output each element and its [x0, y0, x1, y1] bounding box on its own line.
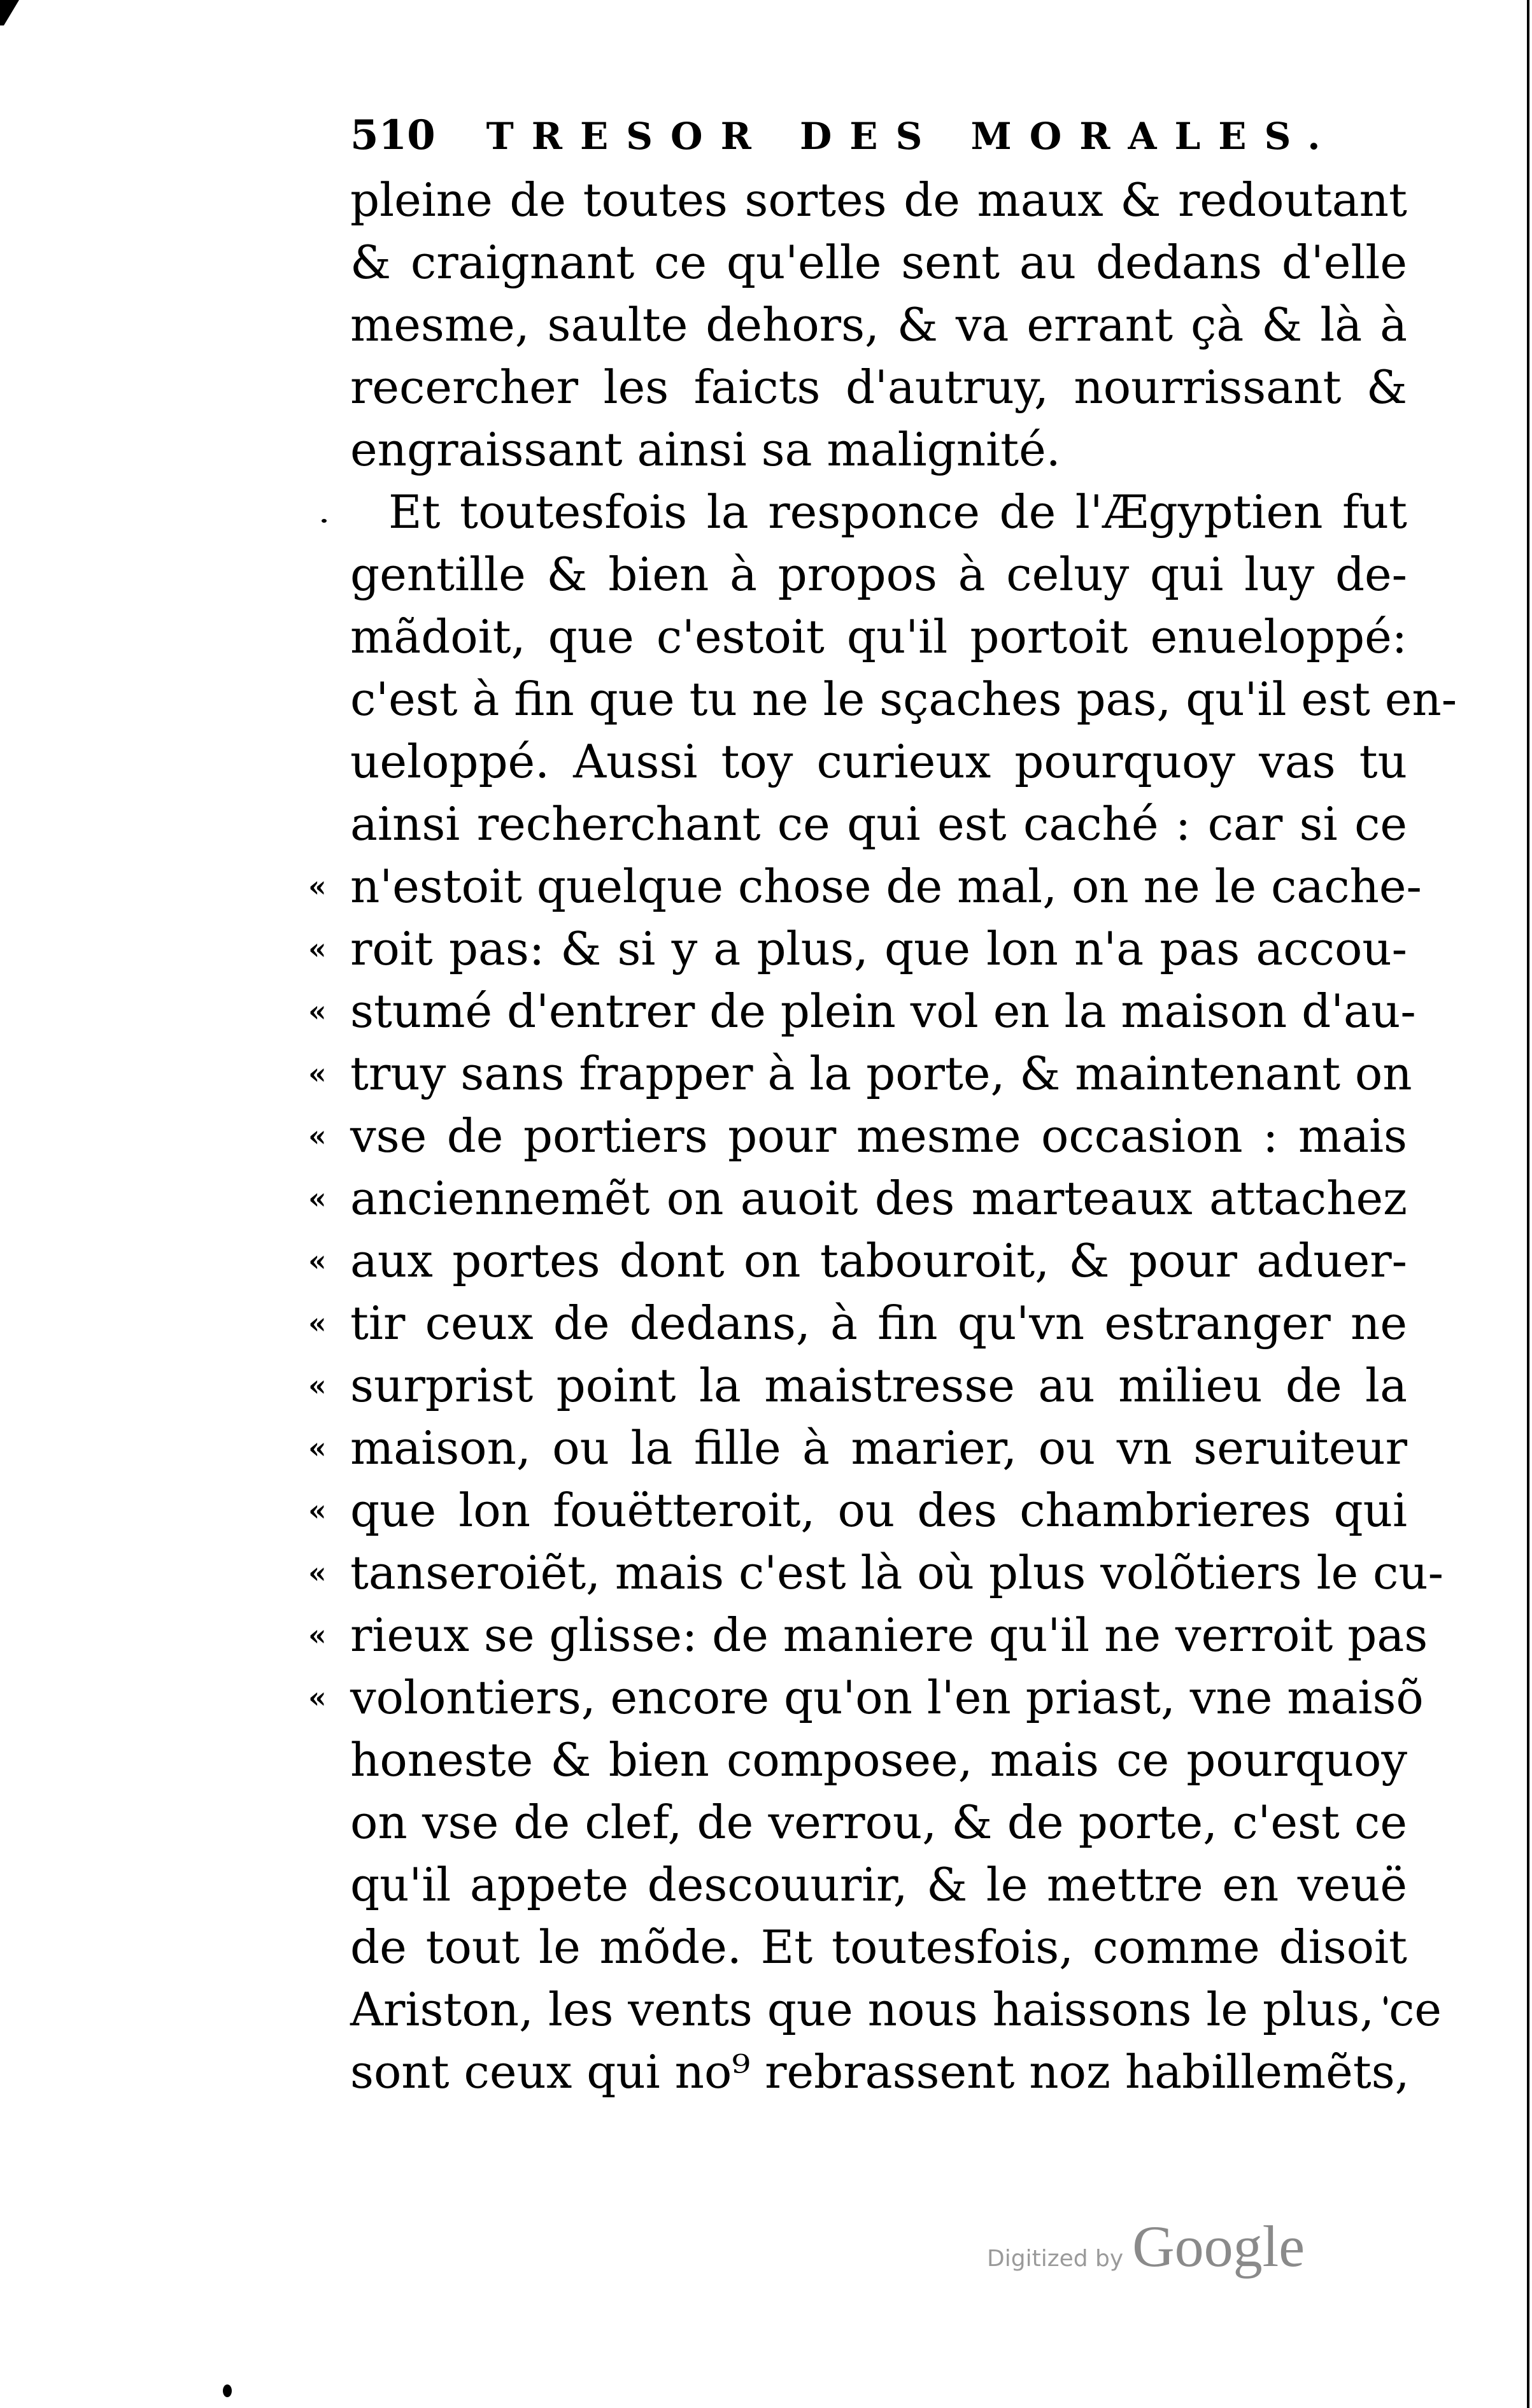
- line-text: vse de portiers pour mesme occasion : mais: [350, 1109, 1407, 1163]
- line-text: qu'il appete descouurir, & le mettre en veuë: [350, 1858, 1407, 1911]
- line-text: mãdoit, que c'estoit qu'il portoit enueloppé:: [350, 610, 1407, 663]
- stray-ink-mark: [223, 2384, 232, 2397]
- watermark-logo: Google: [1132, 2214, 1305, 2279]
- line-text: tanseroiẽt, mais c'est là où plus volõtiers le cu-: [350, 1546, 1443, 1599]
- text-line: [350, 668, 1458, 730]
- text-line: [350, 730, 1407, 793]
- text-line: [350, 1791, 1407, 1853]
- text-line: [350, 793, 1407, 855]
- text-line: [308, 1042, 1412, 1105]
- quotation-marginal-mark: «: [308, 1243, 327, 1278]
- stray-ink-mark: [322, 519, 327, 523]
- line-text: tir ceux de dedans, à fin qu'vn estranger ne: [350, 1296, 1407, 1350]
- quotation-marginal-mark: «: [308, 1431, 327, 1465]
- text-line: [350, 606, 1407, 668]
- quotation-marginal-mark: «: [308, 1493, 327, 1527]
- line-text: anciennemẽt on auoit des marteaux attachez: [350, 1172, 1407, 1225]
- line-text: honeste & bien composee, mais ce pourquoy: [350, 1733, 1407, 1787]
- text-line: [350, 543, 1407, 606]
- line-text: surprist point la maistresse au milieu de la: [350, 1359, 1407, 1412]
- line-text: de tout le mõde. Et toutesfois, comme disoit: [350, 1920, 1407, 1974]
- quotation-marginal-mark: «: [308, 869, 327, 903]
- text-line: [350, 1853, 1407, 1916]
- text-line: [308, 855, 1422, 917]
- text-line: [308, 1292, 1407, 1354]
- text-line: [308, 1479, 1407, 1541]
- line-text: mesme, saulte dehors, & va errant çà & là à: [350, 298, 1407, 351]
- quotation-marginal-mark: «: [308, 1056, 327, 1091]
- text-line: [350, 294, 1407, 356]
- running-head: TRESOR DES MORALES.: [486, 115, 1338, 158]
- line-text: Ariston, les vents que nous haissons le plus, ce: [350, 1983, 1442, 2036]
- quotation-marginal-mark: «: [308, 931, 327, 966]
- binding-edge-mark: [0, 0, 19, 25]
- line-text: truy sans frapper à la porte, & maintenant on: [350, 1047, 1412, 1100]
- line-text: n'estoit quelque chose de mal, on ne le cache-: [350, 860, 1422, 913]
- line-text: engraissant ainsi sa malignité.: [350, 423, 1061, 476]
- digitization-watermark: [987, 2213, 1305, 2280]
- quotation-marginal-mark: «: [308, 1680, 327, 1715]
- quotation-marginal-mark: «: [308, 1555, 327, 1590]
- line-text: on vse de clef, de verrou, & de porte, c'est ce: [350, 1795, 1407, 1849]
- line-text: ainsi recherchant ce qui est caché : car si ce: [350, 797, 1407, 851]
- line-text: Et toutesfois la responce de l'Ægyptien fut: [388, 485, 1407, 539]
- line-text: sont ceux qui no⁹ rebrassent noz habillemẽts,: [350, 2045, 1410, 2099]
- text-line: [308, 1666, 1424, 1729]
- text-line: [308, 980, 1416, 1042]
- text-line: [308, 1541, 1443, 1604]
- text-line: [308, 917, 1407, 980]
- text-line: [308, 1105, 1407, 1167]
- quotation-marginal-mark: «: [308, 1306, 327, 1340]
- page-number: 510: [350, 111, 436, 159]
- text-line: [350, 1916, 1407, 1978]
- text-line: [350, 2041, 1410, 2103]
- line-text: maison, ou la fille à marier, ou vn seruiteur: [350, 1421, 1407, 1475]
- line-text: c'est à fin que tu ne le sçaches pas, qu'il est en-: [350, 672, 1458, 726]
- page-edge-rule: [1527, 0, 1529, 2408]
- text-line: [350, 231, 1407, 294]
- quotation-marginal-mark: «: [308, 1181, 327, 1215]
- text-line: [308, 1229, 1407, 1292]
- line-text: recercher les faicts d'autruy, nourrissant &: [350, 360, 1407, 414]
- line-text: rieux se glisse: de maniere qu'il ne verroit pas: [350, 1608, 1428, 1662]
- text-line: [308, 1417, 1407, 1479]
- text-line: [350, 1978, 1442, 2041]
- line-text: que lon fouëtteroit, ou des chambrieres qui: [350, 1484, 1407, 1537]
- body-text: [308, 169, 1458, 2103]
- text-line: [308, 1167, 1407, 1229]
- quotation-marginal-mark: «: [308, 1119, 327, 1153]
- text-line: [350, 356, 1407, 418]
- watermark-prefix: Digitized by: [987, 2246, 1124, 2272]
- line-text: roit pas: & si y a plus, que lon n'a pas accou-: [350, 922, 1407, 975]
- text-line: [350, 1729, 1407, 1791]
- quotation-marginal-mark: «: [308, 1618, 327, 1652]
- text-line: [308, 1604, 1428, 1666]
- quotation-marginal-mark: «: [308, 994, 327, 1028]
- line-text: volontiers, encore qu'on l'en priast, vne maisõ: [350, 1671, 1424, 1724]
- text-line: [308, 1354, 1407, 1417]
- page-header: [350, 111, 1407, 175]
- line-text: aux portes dont on tabouroit, & pour aduer-: [350, 1234, 1407, 1287]
- text-line: [350, 481, 1407, 543]
- line-text: gentille & bien à propos à celuy qui luy de-: [350, 548, 1407, 601]
- quotation-marginal-mark: «: [308, 1368, 327, 1403]
- line-text: stumé d'entrer de plein vol en la maison d'au-: [350, 984, 1416, 1038]
- line-text: pleine de toutes sortes de maux & redoutant: [350, 173, 1407, 227]
- line-text: & craignant ce qu'elle sent au dedans d'elle: [350, 236, 1407, 289]
- line-text: ueloppé. Aussi toy curieux pourquoy vas tu: [350, 735, 1407, 788]
- text-line: [350, 418, 1407, 481]
- text-line: [350, 169, 1407, 231]
